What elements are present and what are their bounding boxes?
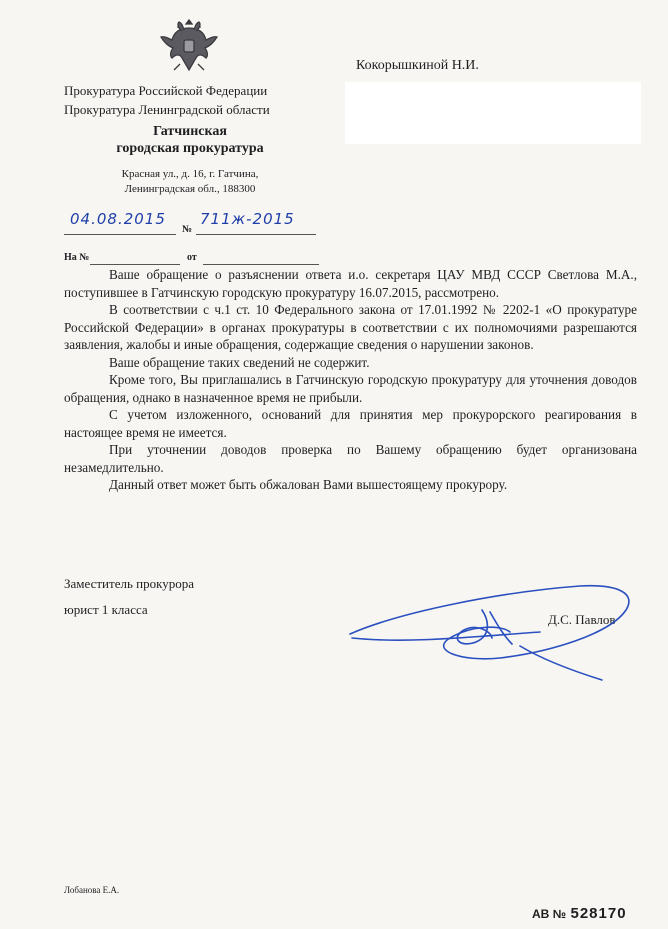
number-symbol: № xyxy=(182,224,193,235)
form-serial-number xyxy=(532,905,627,923)
executor-name: Лобанова Е.А. xyxy=(64,885,120,895)
number-underline xyxy=(196,234,316,235)
office-address xyxy=(70,167,310,197)
signatory-name: Д.С. Павлов xyxy=(548,612,616,627)
letter-body xyxy=(64,266,637,494)
org-line-1: Прокуратура Российской Федерации xyxy=(64,83,268,98)
body-paragraph-6: При уточнении доводов проверка по Вашему обращению будет организована незамедлительно. xyxy=(64,442,637,475)
from-line xyxy=(203,264,319,265)
handwritten-signature xyxy=(340,572,640,684)
serial-number: 528170 xyxy=(570,905,627,922)
from-label: от xyxy=(187,252,197,263)
recipient-name: Кокорышкиной Н.И. xyxy=(356,58,479,73)
body-paragraph-3: Ваше обращение таких сведений не содержит. xyxy=(109,354,370,370)
office-name-line-1: Гатчинская xyxy=(153,124,227,139)
serial-prefix: АВ № xyxy=(532,907,567,921)
body-paragraph-7: Данный ответ может быть обжалован Вами вышестоящему прокурору. xyxy=(109,477,508,492)
office-name-line-2: городская прокуратура xyxy=(116,141,264,156)
double-headed-eagle-emblem xyxy=(158,14,220,76)
body-paragraph-1: Ваше обращение о разъяснении ответа и.о. секретаря ЦАУ МВД СССР Светлова М.А., поступившее в Гатчинскую городскую прокуратуру 16.07.2015, рассмотрено. xyxy=(64,267,637,300)
address-line-1: Красная ул., д. 16, г. Гатчина, xyxy=(121,168,259,180)
office-name xyxy=(70,123,310,157)
signatory-rank: юрист 1 класса xyxy=(64,602,148,617)
redacted-address-box xyxy=(345,82,641,144)
date-underline xyxy=(64,234,176,235)
in-reply-to-label: На № xyxy=(64,252,90,263)
handwritten-date: 04.08.2015 xyxy=(70,210,166,228)
in-reply-to-line xyxy=(90,264,180,265)
body-paragraph-5: С учетом изложенного, оснований для принятия мер прокурорского реагирования в настоящее время не имеется. xyxy=(64,407,637,440)
signatory-position: Заместитель прокурора xyxy=(64,576,194,591)
body-paragraph-4: Кроме того, Вы приглашались в Гатчинскую городскую прокуратуру для уточнения доводов обращения, однако в назначенное время не прибыли. xyxy=(64,372,637,405)
address-line-2: Ленинградская обл., 188300 xyxy=(124,183,256,195)
body-paragraph-2: В соответствии с ч.1 ст. 10 Федерального закона от 17.01.1992 № 2202-1 «О прокуратуре Российской Федерации» в органах прокуратуры в соответствии с их полномочиями разрешаются заявления, жалобы и иные обращения, содержащие сведения о нарушении законов. xyxy=(64,302,637,352)
handwritten-number: 711ж-2015 xyxy=(200,210,295,228)
org-line-2: Прокуратура Ленинградской области xyxy=(64,102,270,117)
